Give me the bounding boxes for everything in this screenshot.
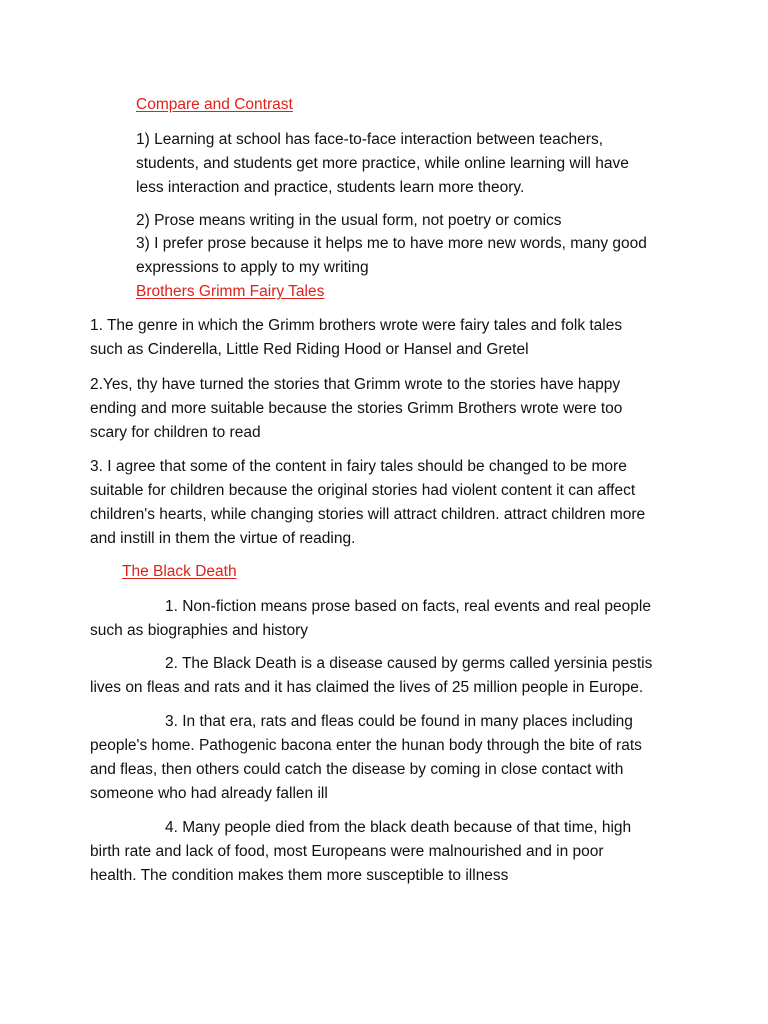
grimm-p3-line-3: children's hearts, while changing stories will attract children. attract children more	[90, 506, 646, 523]
grimm-p2-line-3: scary for children to read	[90, 424, 261, 441]
section-heading-black-death: The Black Death	[122, 563, 237, 580]
grimm-p3-line-4: and instill in them the virtue of reading.	[90, 530, 356, 547]
grimm-p3-line-1: 3. I agree that some of the content in fairy tales should be changed to be more	[90, 458, 627, 475]
blackdeath-p4-line-3: health. The condition makes them more susceptible to illness	[90, 867, 509, 884]
blackdeath-p4-line-1: 4. Many people died from the black death because of that time, high	[165, 819, 632, 836]
compare-item-1-line-2: students, and students get more practice, while online learning will have	[136, 155, 629, 172]
grimm-p3-line-2: suitable for children because the original stories had violent content it can affect	[90, 482, 636, 499]
compare-item-1-line-1: 1) Learning at school has face-to-face interaction between teachers,	[136, 131, 603, 148]
grimm-p1-line-2: such as Cinderella, Little Red Riding Hood or Hansel and Gretel	[90, 341, 529, 358]
blackdeath-p1-line-1: 1. Non-fiction means prose based on facts, real events and real people	[165, 598, 651, 615]
grimm-p1-line-1: 1. The genre in which the Grimm brothers wrote were fairy tales and folk tales	[90, 317, 623, 334]
blackdeath-p3-line-4: someone who had already fallen ill	[90, 785, 328, 802]
blackdeath-p3-line-1: 3. In that era, rats and fleas could be found in many places including	[165, 713, 633, 730]
section-heading-compare: Compare and Contrast	[136, 96, 293, 113]
section-heading-grimm: Brothers Grimm Fairy Tales	[136, 283, 325, 300]
blackdeath-p4-line-2: birth rate and lack of food, most Europeans were malnourished and in poor	[90, 843, 604, 860]
compare-item-2: 2) Prose means writing in the usual form, not poetry or comics	[136, 212, 562, 229]
blackdeath-p2-line-2: lives on fleas and rats and it has claimed the lives of 25 million people in Europe.	[90, 679, 644, 696]
grimm-p2-line-1: 2.Yes, thy have turned the stories that Grimm wrote to the stories have happy	[90, 376, 621, 393]
blackdeath-p2-line-1: 2. The Black Death is a disease caused by germs called yersinia pestis	[165, 655, 653, 672]
grimm-p2-line-2: ending and more suitable because the stories Grimm Brothers wrote were too	[90, 400, 623, 417]
blackdeath-p3-line-3: and fleas, then others could catch the disease by coming in close contact with	[90, 761, 624, 778]
compare-item-3-line-1: 3) I prefer prose because it helps me to have more new words, many good	[136, 235, 647, 252]
blackdeath-p1-line-2: such as biographies and history	[90, 622, 308, 639]
blackdeath-p3-line-2: people's home. Pathogenic bacona enter the hunan body through the bite of rats	[90, 737, 642, 754]
compare-item-1-line-3: less interaction and practice, students learn more theory.	[136, 179, 525, 196]
compare-item-3-line-2: expressions to apply to my writing	[136, 259, 369, 276]
